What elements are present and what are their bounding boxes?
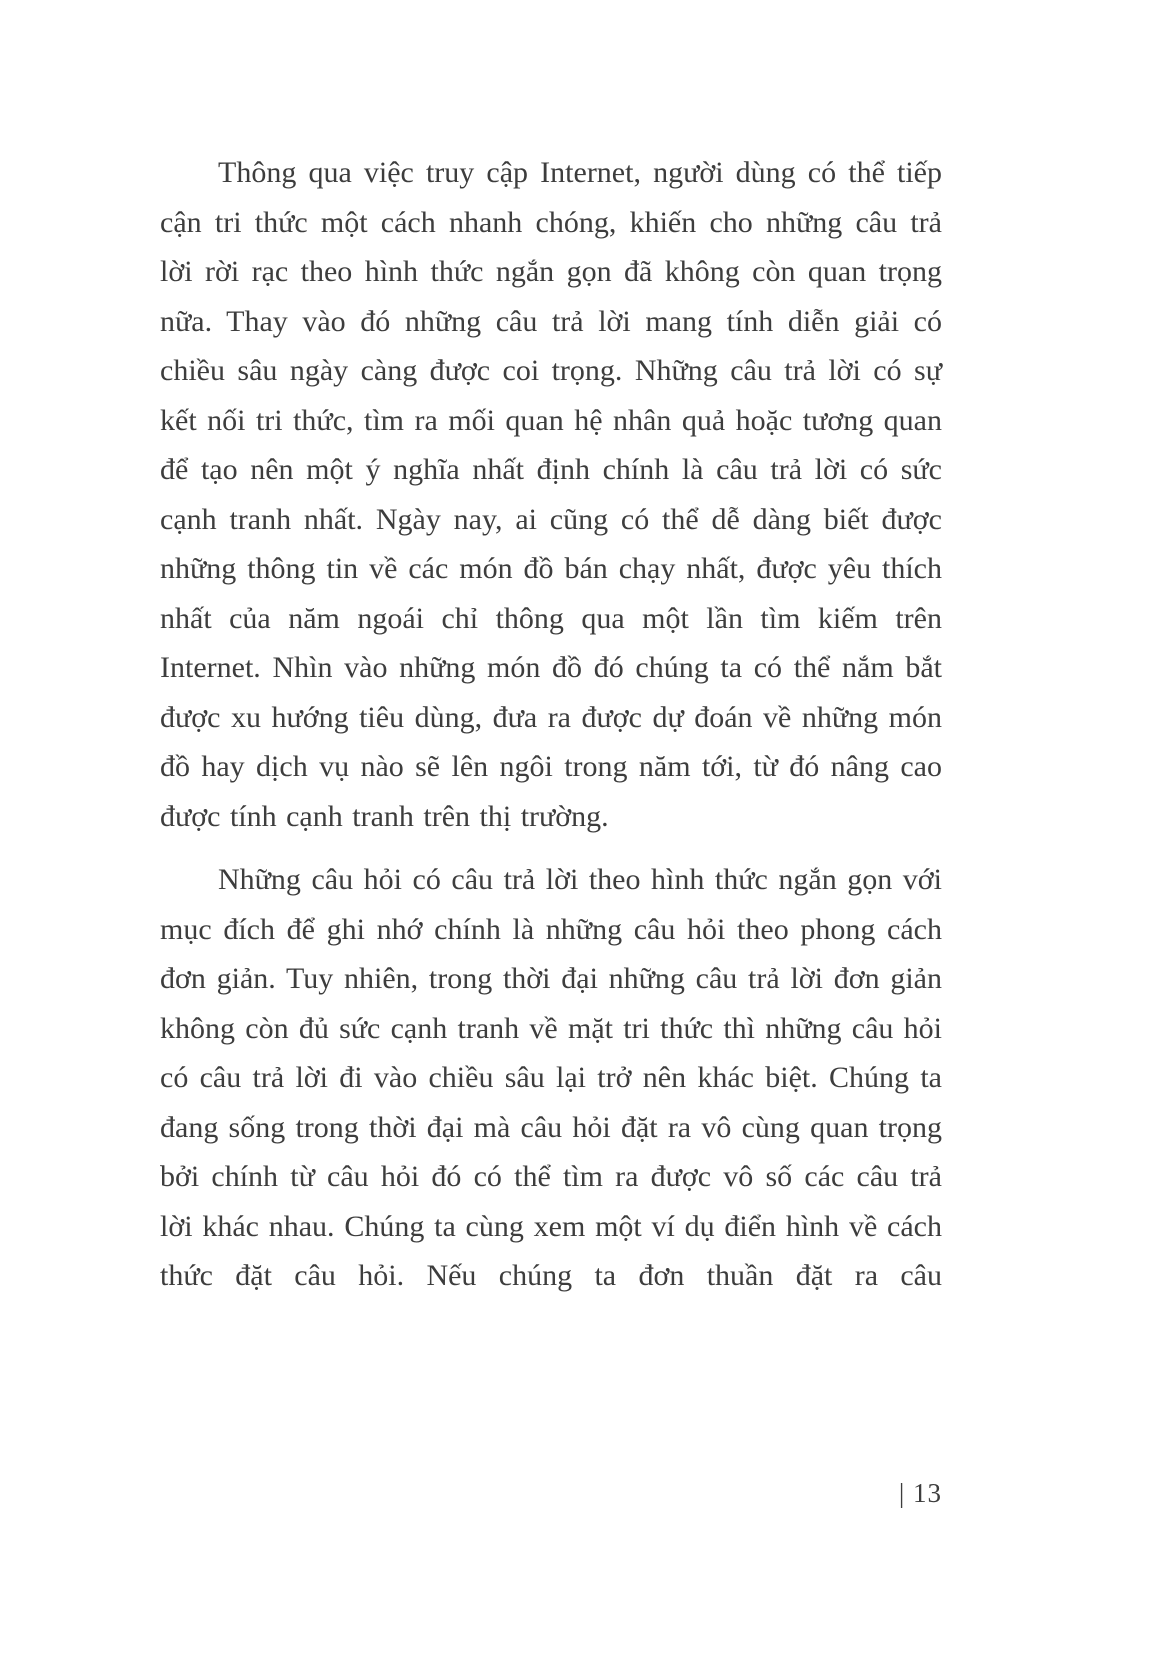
paragraph-2: Những câu hỏi có câu trả lời theo hình thức ngắn gọn với mục đích để ghi nhớ chính là những câu hỏi theo phong cách đơn giản. Tuy nhiên, trong thời đại những câu trả lời đơn giản không còn đủ sức cạnh tranh về mặt tri thức thì những câu hỏi có câu trả lời đi vào chiều sâu lại trở nên khác biệt. Chúng ta đang sống trong thời đại mà câu hỏi đặt ra vô cùng quan trọng bởi chính từ câu hỏi đó có thể tìm ra được vô số các câu trả lời khác nhau. Chúng ta cùng xem một ví dụ điển hình về cách thức đặt câu hỏi. Nếu chúng ta đơn thuần đặt ra câu <box>160 863 942 1292</box>
paragraph-1: Thông qua việc truy cập Internet, người dùng có thể tiếp cận tri thức một cách nhanh chóng, khiến cho những câu trả lời rời rạc theo hình thức ngắn gọn đã không còn quan trọng nữa. Thay vào đó những câu trả lời mang tính diễn giải có chiều sâu ngày càng được coi trọng. Những câu trả lời có sự kết nối tri thức, tìm ra mối quan hệ nhân quả hoặc tương quan để tạo nên một ý nghĩa nhất định chính là câu trả lời có sức cạnh tranh nhất. Ngày nay, ai cũng có thể dễ dàng biết được những thông tin về các món đồ bán chạy nhất, được yêu thích nhất của năm ngoái chỉ thông qua một lần tìm kiếm trên Internet. Nhìn vào những món đồ đó chúng ta có thể nắm bắt được xu hướng tiêu dùng, đưa ra được dự đoán về những món đồ hay dịch vụ nào sẽ lên ngôi trong năm tới, từ đó nâng cao được tính cạnh tranh trên thị trường. <box>160 156 942 833</box>
page-footer <box>160 1478 942 1509</box>
page-number: | 13 <box>898 1478 942 1508</box>
page-content <box>160 148 942 1315</box>
